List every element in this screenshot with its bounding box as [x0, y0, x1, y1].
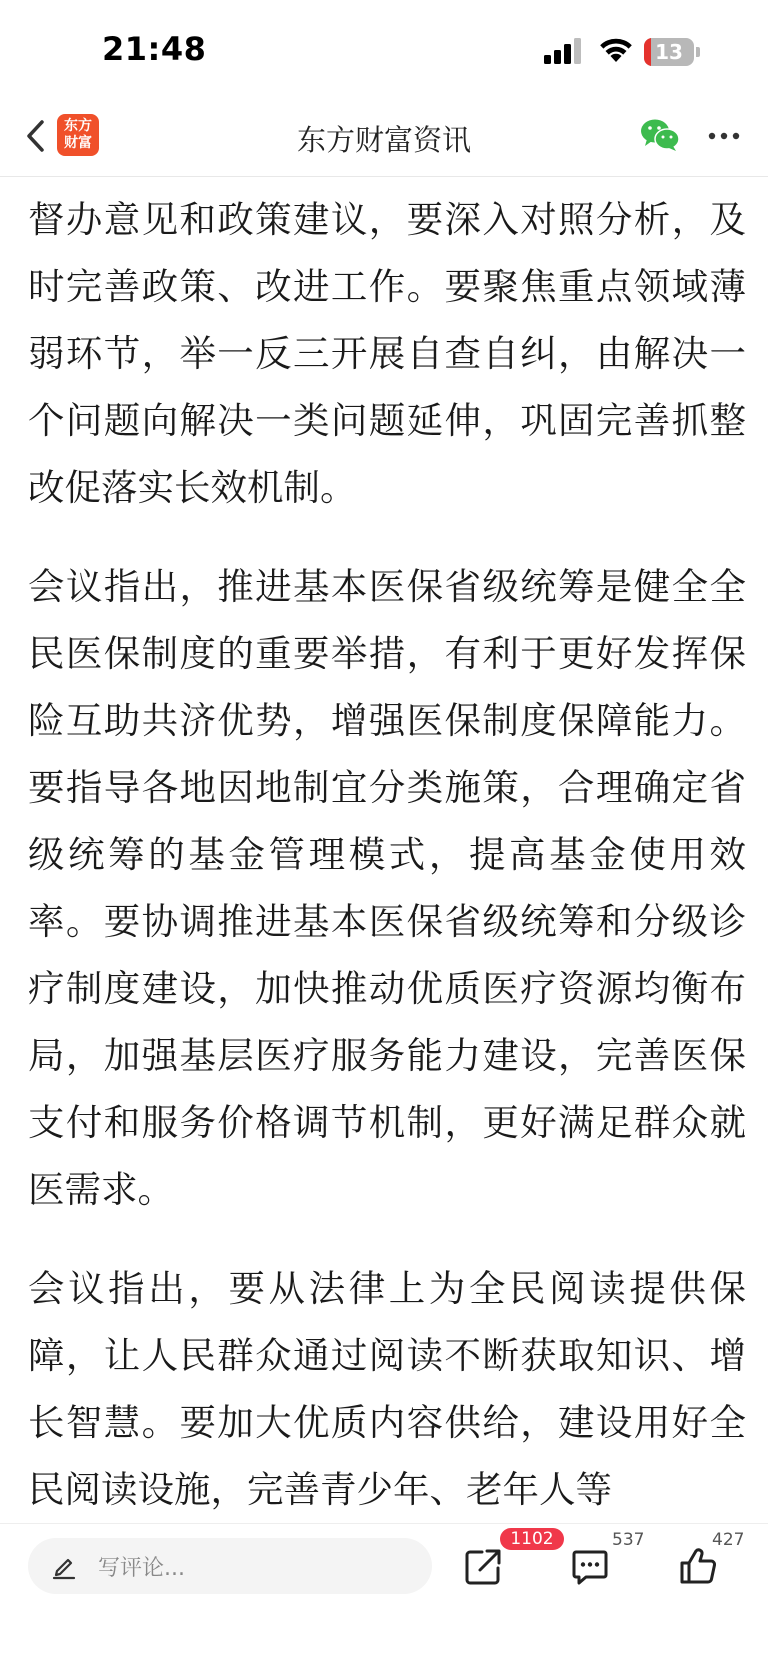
article-paragraph: 督办意见和政策建议，要深入对照分析，及时完善政策、改进工作。要聚焦重点领域薄弱环节，举一反三开展自查自纠，由解决一个问题向解决一类问题延伸，巩固完善抓整改促落实长效机制。 [28, 198, 746, 509]
wechat-icon[interactable] [640, 118, 680, 152]
comment-input[interactable] [28, 1538, 432, 1594]
battery-icon [644, 38, 700, 66]
nav-bar [0, 100, 768, 177]
article-paragraph: 会议指出，要从法律上为全民阅读提供保障，让人民群众通过阅读不断获取知识、增长智慧。要加大优质内容供给，建设用好全民阅读设施，完善青少年、老年人等 [28, 1267, 746, 1511]
comment-placeholder: 写评论... [98, 1556, 185, 1581]
article-body [28, 178, 746, 1523]
thumbs-up-icon[interactable] [678, 1546, 718, 1586]
like-count: 427 [712, 1530, 745, 1550]
comment-count: 537 [612, 1530, 645, 1550]
page-title: 东方财富资讯 [296, 123, 471, 157]
more-dots-icon[interactable] [708, 132, 740, 140]
battery-body [644, 38, 694, 66]
app-logo-line1: 东方 [64, 118, 92, 134]
signal-icon [544, 38, 584, 64]
battery-percentage: 13 [655, 40, 683, 64]
bottom-action-bar [0, 1523, 768, 1666]
pencil-icon [50, 1552, 78, 1580]
status-time: 21:48 [102, 30, 207, 68]
article-paragraph: 会议指出，推进基本医保省级统筹是健全全民医保制度的重要举措，有利于更好发挥保险互助共济优势，增强医保制度保障能力。要指导各地因地制宜分类施策，合理确定省级统筹的基金管理模式，提高基金使用效率。要协调推进基本医保省级统筹和分级诊疗制度建设，加快推动优质医疗资源均衡布局，加强基层医疗服务能力建设，完善医保支付和服务价格调节机制，更好满足群众就医需求。 [28, 565, 746, 1211]
status-bar [0, 0, 768, 100]
app-logo-line2: 财富 [64, 135, 92, 151]
wifi-icon [598, 36, 634, 64]
battery-cap [696, 47, 700, 57]
share-icon[interactable] [462, 1546, 504, 1588]
comment-icon[interactable] [570, 1546, 610, 1586]
share-count-badge: 1102 [500, 1528, 564, 1550]
